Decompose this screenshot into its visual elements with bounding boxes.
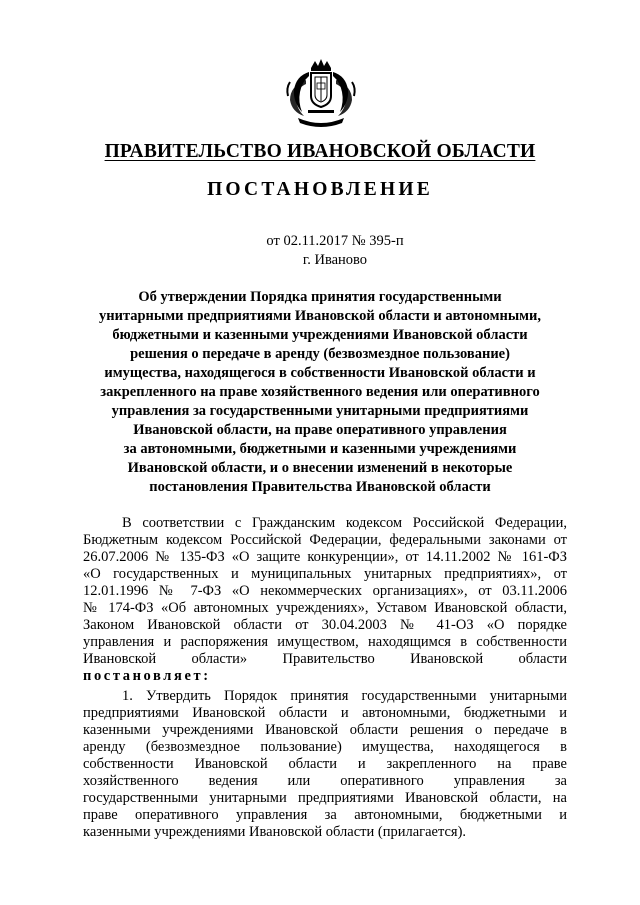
- preamble-line: Ивановской области» Правительство Ивановской области: [83, 651, 567, 667]
- government-name: ПРАВИТЕЛЬСТВО ИВАНОВСКОЙ ОБЛАСТИ: [104, 141, 536, 162]
- title-line: унитарными предприятиями Ивановской области и автономными,: [98, 308, 542, 324]
- title-line: Ивановской области, и о внесении изменений в некоторые: [127, 460, 513, 476]
- preamble-line: В соответствии с Гражданским кодексом Российской Федерации,: [122, 515, 567, 531]
- document-type: ПОСТАНОВЛЕНИЕ: [207, 179, 433, 200]
- preamble-line: управления и распоряжения имуществом, находящимся в собственности: [83, 634, 567, 650]
- title-line: имущества, находящегося в собственности Ивановской области и: [104, 365, 536, 381]
- item-line: собственности Ивановской области и закрепленного на праве: [83, 756, 567, 772]
- title-line: за автономными, бюджетными и казенными учреждениями: [123, 441, 517, 457]
- item-line: 1. Утвердить Порядок принятия государственными унитарными: [122, 688, 567, 704]
- preamble: [83, 515, 567, 685]
- item-line: предприятиями Ивановской области и автономными, бюджетными и: [83, 705, 567, 721]
- title-line: Об утверждении Порядка принятия государственными: [138, 289, 502, 305]
- city: г. Иваново: [302, 252, 368, 268]
- title-line: закрепленного на праве хозяйственного ведения или оперативного: [100, 384, 540, 400]
- item-line: государственными унитарными предприятиями Ивановской области, на: [83, 790, 567, 806]
- document-title: [60, 288, 580, 497]
- title-line: Ивановской области, на праве оперативного управления: [133, 422, 507, 438]
- title-line: постановления Правительства Ивановской области: [149, 479, 491, 495]
- preamble-line: № 174-ФЗ «Об автономных учреждениях», Уставом Ивановской области,: [83, 600, 567, 616]
- preamble-line: «О государственных и муниципальных унитарных предприятиях», от: [83, 566, 567, 582]
- item-1: [83, 688, 567, 841]
- item-line: казенными учреждениями Ивановской области (прилагается).: [83, 824, 467, 840]
- title-line: управления за государственными унитарными предприятиями: [111, 403, 529, 419]
- preamble-line: Законом Ивановской области от 30.04.2003 № 41-ОЗ «О порядке: [83, 617, 567, 633]
- coat-of-arms-icon: [284, 58, 358, 130]
- date-number: от 02.11.2017 № 395-п: [266, 233, 404, 249]
- item-line: казенными учреждениями Ивановской области решения о передаче в: [83, 722, 567, 738]
- resolves-word: постановляет:: [83, 668, 211, 684]
- preamble-line: 12.01.1996 № 7-ФЗ «О некоммерческих организациях», от 03.11.2006: [83, 583, 567, 599]
- title-line: бюджетными и казенными учреждениями Ивановской области: [112, 327, 528, 343]
- item-line: аренду (безвозмездное пользование) имущества, находящегося в: [83, 739, 567, 755]
- preamble-line: 26.07.2006 № 135-ФЗ «О защите конкуренции», от 14.11.2002 № 161-ФЗ: [83, 549, 567, 565]
- preamble-line: Бюджетным кодексом Российской Федерации, федеральными законами от: [83, 532, 567, 548]
- title-line: решения о передаче в аренду (безвозмездное пользование): [130, 346, 510, 362]
- item-line: праве оперативного управления за автономными, бюджетными и: [83, 807, 567, 823]
- item-line: хозяйственного ведения или оперативного управления за: [83, 773, 567, 789]
